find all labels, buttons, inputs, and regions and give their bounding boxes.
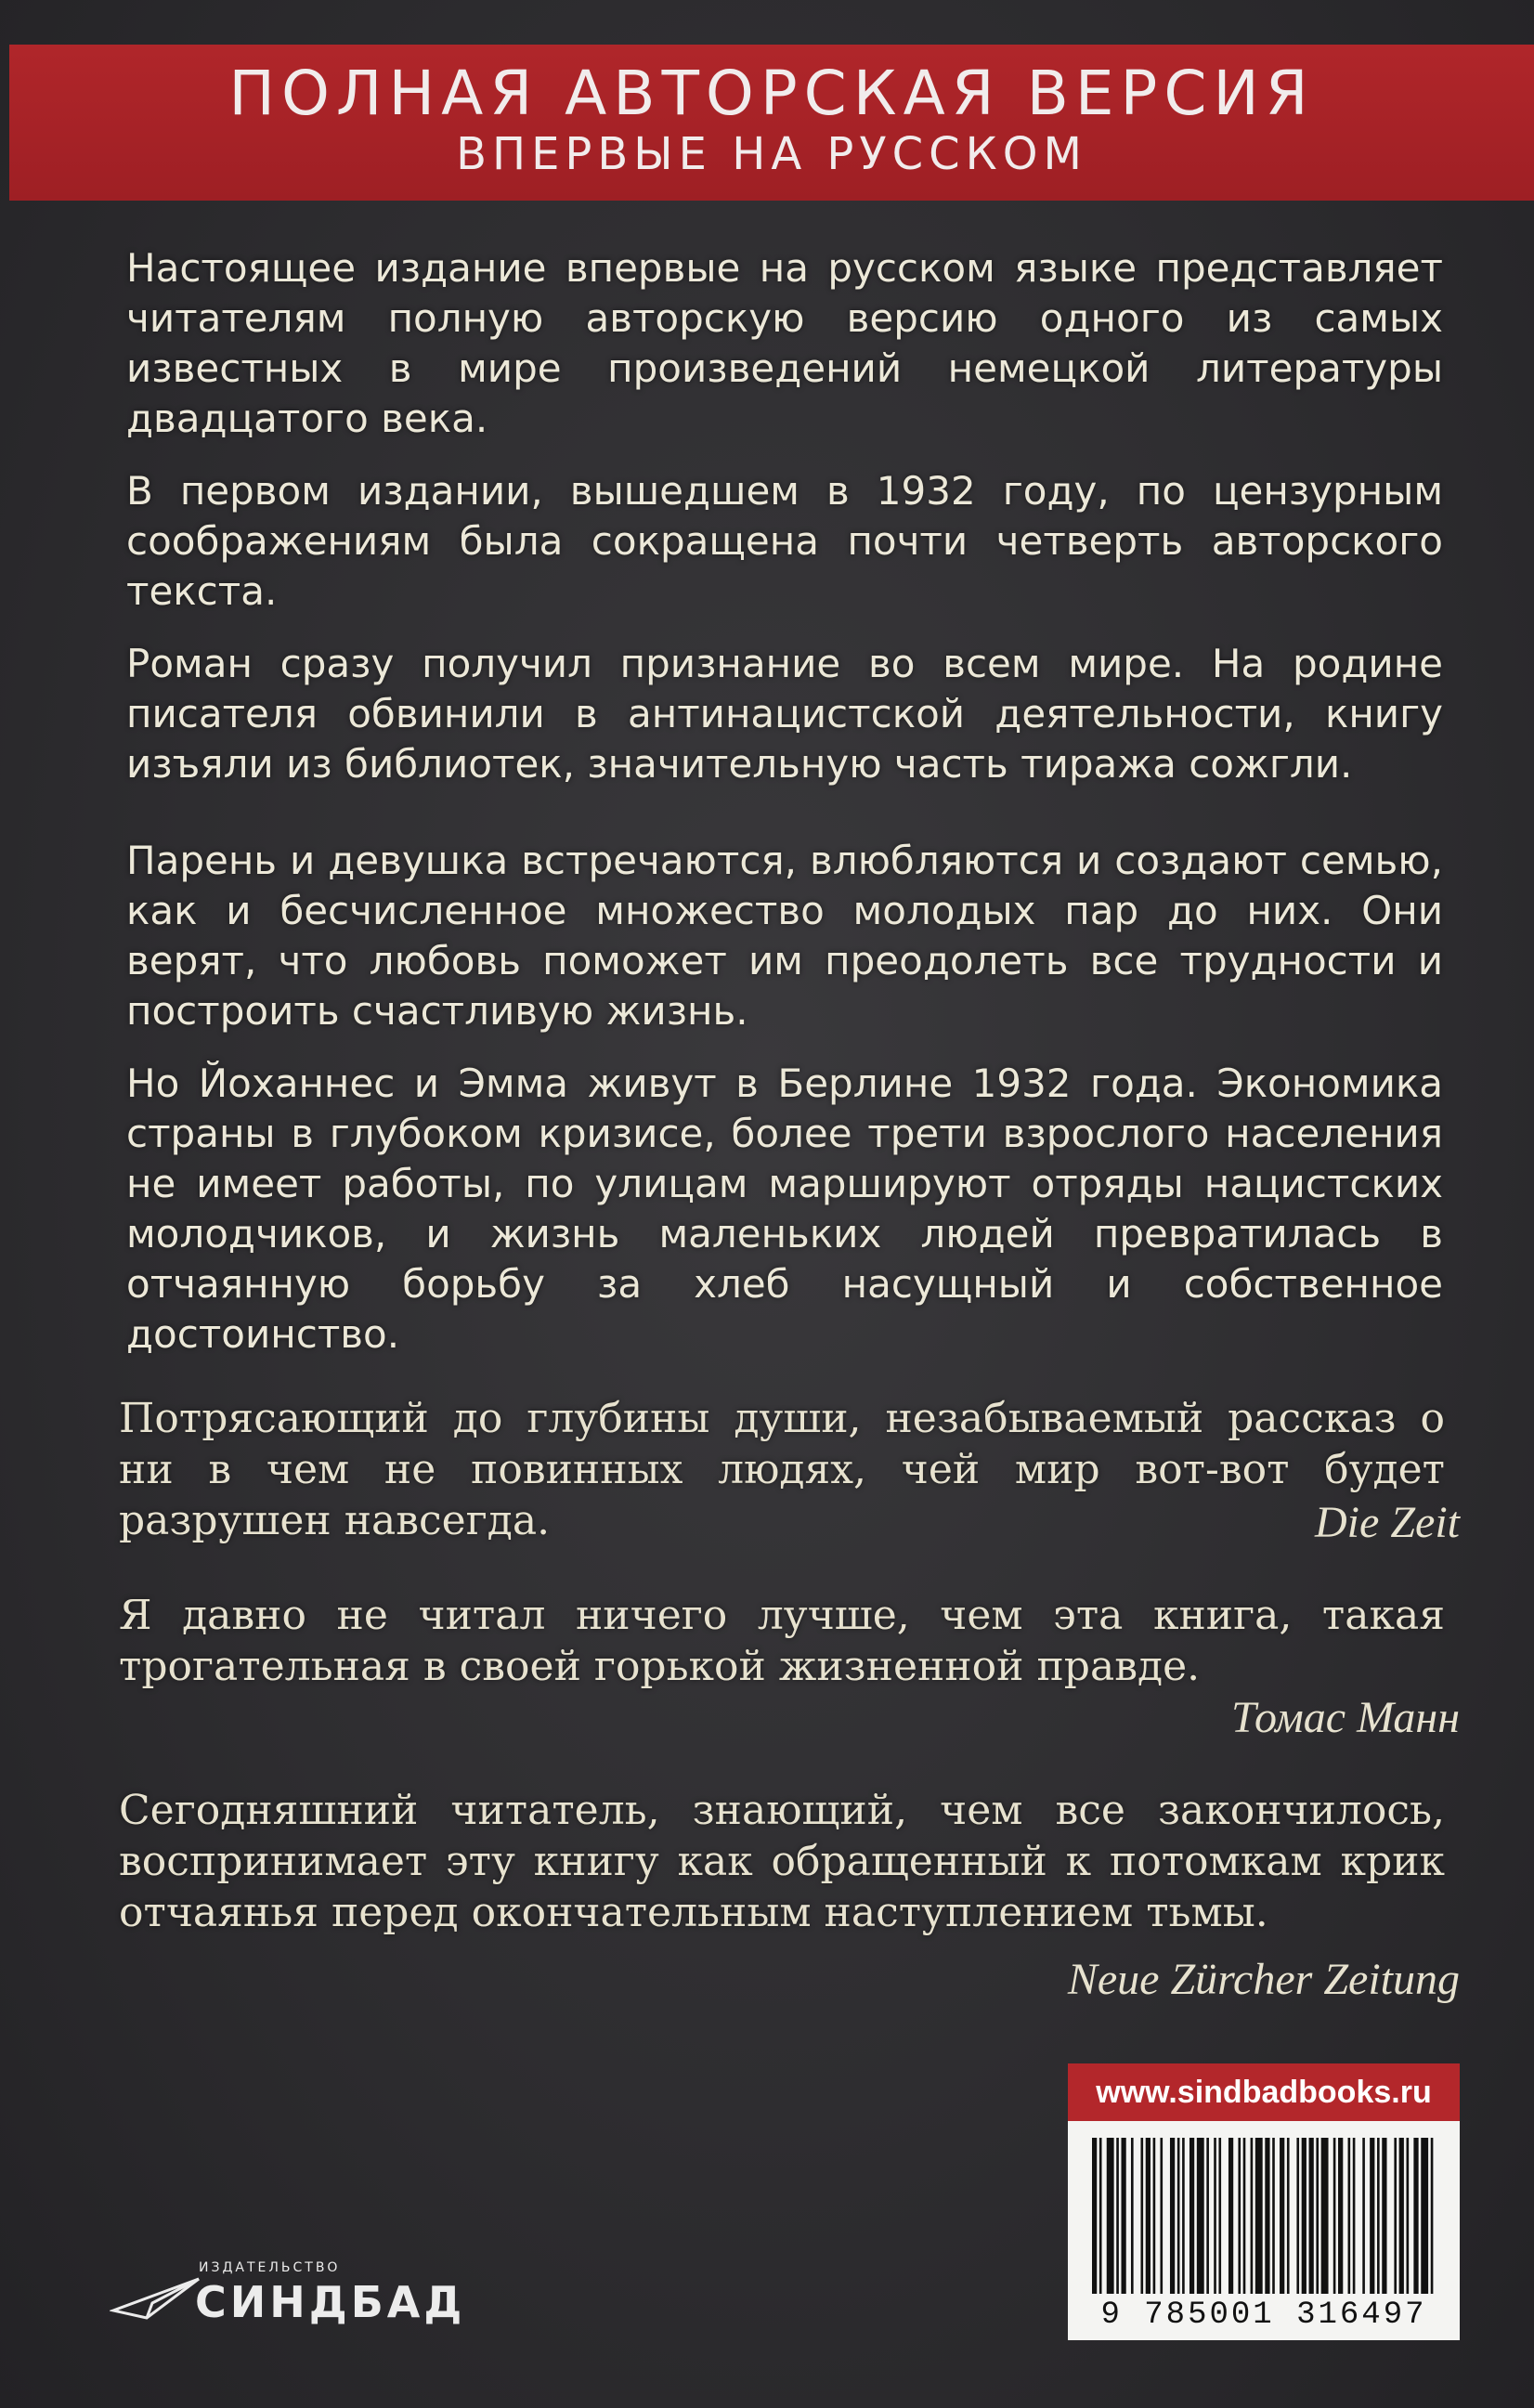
intro-paragraph: Роман сразу получил признание во всем мире. На родине писателя обвинили в антинацистской деятельности, книгу изъяли из библиотек, значительную часть тиража сожгли. <box>126 641 1443 787</box>
intro-paragraph: В первом издании, вышедшем в 1932 году, по цензурным соображениям была сокращена почти четверть авторского текста. <box>126 468 1443 614</box>
publisher-logo-block <box>110 2257 466 2359</box>
review-source: Die Zeit <box>1315 1498 1460 1547</box>
intro-paragraph: Настоящее издание впервые на русском языке представляет читателям полную авторскую версию одного из самых известных в мире произведений немецкой литературы двадцатого века. <box>126 245 1443 441</box>
review-quote: Сегодняшний читатель, знающий, чем все закончилось, воспринимает эту книгу как обращенный к потомкам крик отчаянья перед окончательным наступлением тьмы. <box>119 1787 1445 1936</box>
review-quote: Потрясающий до глубины души, незабываемый рассказ о ни в чем не повинных людях, чей мир вот-вот будет разрушен навсегда. <box>119 1395 1445 1544</box>
review-source: Томас Манн <box>1231 1693 1460 1742</box>
publisher-label: ИЗДАТЕЛЬСТВО <box>199 2260 341 2275</box>
publisher-website: www.sindbadbooks.ru <box>1068 2063 1460 2121</box>
banner-title: ПОЛНАЯ АВТОРСКАЯ ВЕРСИЯ <box>228 58 1315 129</box>
isbn-digits: 9 785001 316497 <box>1100 2297 1427 2333</box>
story-section <box>126 836 1443 1360</box>
barcode-bars <box>1092 2138 1436 2294</box>
banner-subtitle: ВПЕРВЫЕ НА РУССКОМ <box>456 128 1087 180</box>
review-source: Neue Zürcher Zeitung <box>1067 1955 1460 2004</box>
story-paragraph: Но Йоханнес и Эмма живут в Берлине 1932 года. Экономика страны в глубоком кризисе, более трети взрослого населения не имеет работы, по улицам маршируют отряды нацистских молодчиков, и жизнь маленьких людей превратилась в отчаянную борьбу за хлеб насущный и собственное достоинство. <box>126 1061 1443 1357</box>
header-banner <box>9 45 1534 201</box>
isbn-barcode <box>1068 2121 1460 2340</box>
publisher-name: СИНДБАД <box>195 2277 466 2327</box>
intro-section <box>126 243 1443 789</box>
story-paragraph: Парень и девушка встречаются, влюбляются и создают семью, как и бесчисленное множество молодых пар до них. Они верят, что любовь поможет им преодолеть все трудности и построить счастливую жизнь. <box>126 838 1443 1034</box>
paper-plane-icon <box>110 2271 202 2327</box>
review-quote: Я давно не читал ничего лучше, чем эта книга, такая трогательная в своей горькой жизненной правде. <box>119 1592 1445 1690</box>
